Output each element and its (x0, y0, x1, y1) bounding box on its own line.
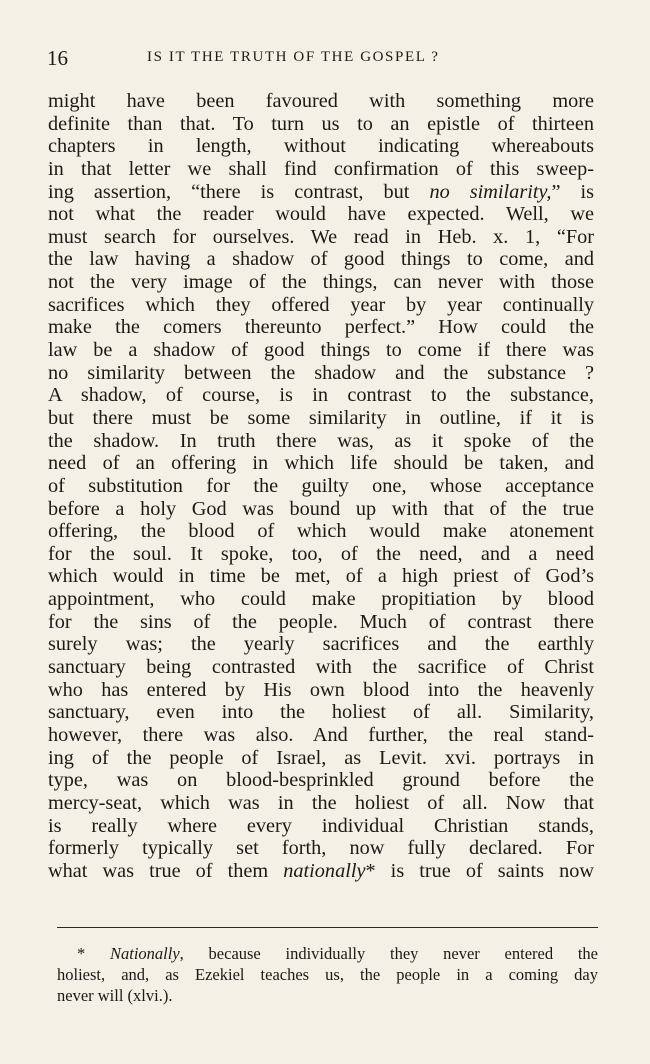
text-segment: before a holy God was bound up with that of the true (48, 497, 594, 520)
text-line (48, 498, 594, 521)
text-line (48, 565, 594, 588)
text-segment: chapters in length, without indicating whereabouts (48, 135, 594, 158)
text-line (48, 294, 594, 317)
text-segment: must search for ourselves. We read in Heb. x. 1, “For (48, 225, 594, 248)
italic-text: no similarity, (429, 180, 552, 203)
text-line (48, 588, 594, 611)
text-line (48, 384, 594, 407)
text-line (48, 656, 594, 679)
text-segment: the shadow. In truth there was, as it spoke of the (48, 429, 594, 452)
text-line (48, 860, 594, 883)
text-line (48, 271, 594, 294)
text-line (48, 203, 594, 226)
text-segment: * is true of saints now (365, 859, 594, 882)
text-line (48, 679, 594, 702)
text-segment: of substitution for the guilty one, whose acceptance (48, 474, 594, 497)
text-line (48, 362, 594, 385)
text-segment: surely was; the yearly sacrifices and the earthly (48, 633, 594, 656)
text-segment: offering, the blood of which would make atonement (48, 520, 594, 543)
page-header (47, 46, 607, 76)
text-segment: sanctuary, even into the holiest of all. Similarity, (48, 701, 594, 724)
text-segment: type, was on blood-besprinkled ground before the (48, 769, 594, 792)
text-line (48, 837, 594, 860)
text-line (48, 633, 594, 656)
text-segment: sacrifices which they offered year by year continually (48, 293, 594, 316)
footnote (57, 943, 598, 1006)
text-segment: the law having a shadow of good things to come, and (48, 248, 594, 271)
text-line (48, 316, 594, 339)
text-line (48, 769, 594, 792)
text-line (48, 475, 594, 498)
text-line (48, 452, 594, 475)
text-segment: ” is (551, 180, 594, 203)
text-segment: ing assertion, “there is contrast, but (48, 180, 430, 203)
text-segment: sanctuary being contrasted with the sacrifice of Christ (48, 656, 594, 679)
text-line (48, 724, 594, 747)
text-segment: , because individually they never entered the (179, 944, 598, 963)
text-segment: law be a shadow of good things to come if there was (48, 339, 594, 362)
footnote-line (57, 943, 598, 964)
text-line (48, 135, 594, 158)
text-segment: mercy-seat, which was in the holiest of all. Now that (48, 791, 594, 814)
page-number: 16 (47, 46, 68, 70)
text-line (48, 430, 594, 453)
text-line (48, 792, 594, 815)
text-segment: need of an offering in which life should be taken, and (48, 452, 594, 475)
text-line (48, 248, 594, 271)
text-segment: is really where every individual Christian stands, (48, 814, 594, 837)
text-segment: which would in time be met, of a high priest of God’s (48, 565, 594, 588)
running-title: IS IT THE TRUTH OF THE GOSPEL ? (147, 49, 440, 65)
text-line (48, 611, 594, 634)
text-segment: who has entered by His own blood into the heavenly (48, 678, 594, 701)
body-text (48, 90, 594, 882)
text-line (48, 339, 594, 362)
text-segment: ing of the people of Israel, as Levit. xvi. portrays in (48, 746, 594, 769)
text-line (48, 90, 594, 113)
text-segment: never will (xlvi.). (57, 986, 173, 1005)
text-line (48, 226, 594, 249)
italic-text: nationally (283, 859, 366, 882)
text-line (48, 113, 594, 136)
text-segment: formerly typically set forth, now fully declared. For (48, 837, 594, 860)
text-segment: however, there was also. And further, the real stand- (48, 723, 594, 746)
footnote-line (57, 964, 598, 985)
text-segment: in that letter we shall find confirmation of this sweep- (48, 157, 594, 180)
text-line (48, 747, 594, 770)
text-segment: not what the reader would have expected. Well, we (48, 203, 594, 226)
text-line (48, 407, 594, 430)
footnote-divider (57, 927, 598, 928)
text-segment: not the very image of the things, can never with those (48, 271, 594, 294)
text-line (48, 181, 594, 204)
text-segment: what was true of them (48, 859, 284, 882)
text-line (48, 543, 594, 566)
text-line (48, 158, 594, 181)
footnote-line (57, 985, 598, 1006)
text-line (48, 701, 594, 724)
text-segment: no similarity between the shadow and the substance ? (48, 361, 594, 384)
text-segment: for the sins of the people. Much of contrast there (48, 610, 594, 633)
text-line (48, 520, 594, 543)
text-segment: make the comers thereunto perfect.” How could the (48, 316, 594, 339)
italic-text: Nationally (110, 944, 180, 963)
text-segment: holiest, and, as Ezekiel teaches us, the people in a coming day (57, 965, 598, 984)
text-segment: A shadow, of course, is in contrast to the substance, (48, 384, 594, 407)
text-segment: * (77, 944, 110, 963)
text-segment: definite than that. To turn us to an epistle of thirteen (48, 112, 594, 135)
text-line (48, 815, 594, 838)
text-segment: might have been favoured with something more (48, 90, 594, 112)
text-segment: appointment, who could make propitiation by blood (48, 588, 594, 611)
text-segment: for the soul. It spoke, too, of the need, and a need (48, 542, 594, 565)
text-segment: but there must be some similarity in outline, if it is (48, 406, 594, 429)
